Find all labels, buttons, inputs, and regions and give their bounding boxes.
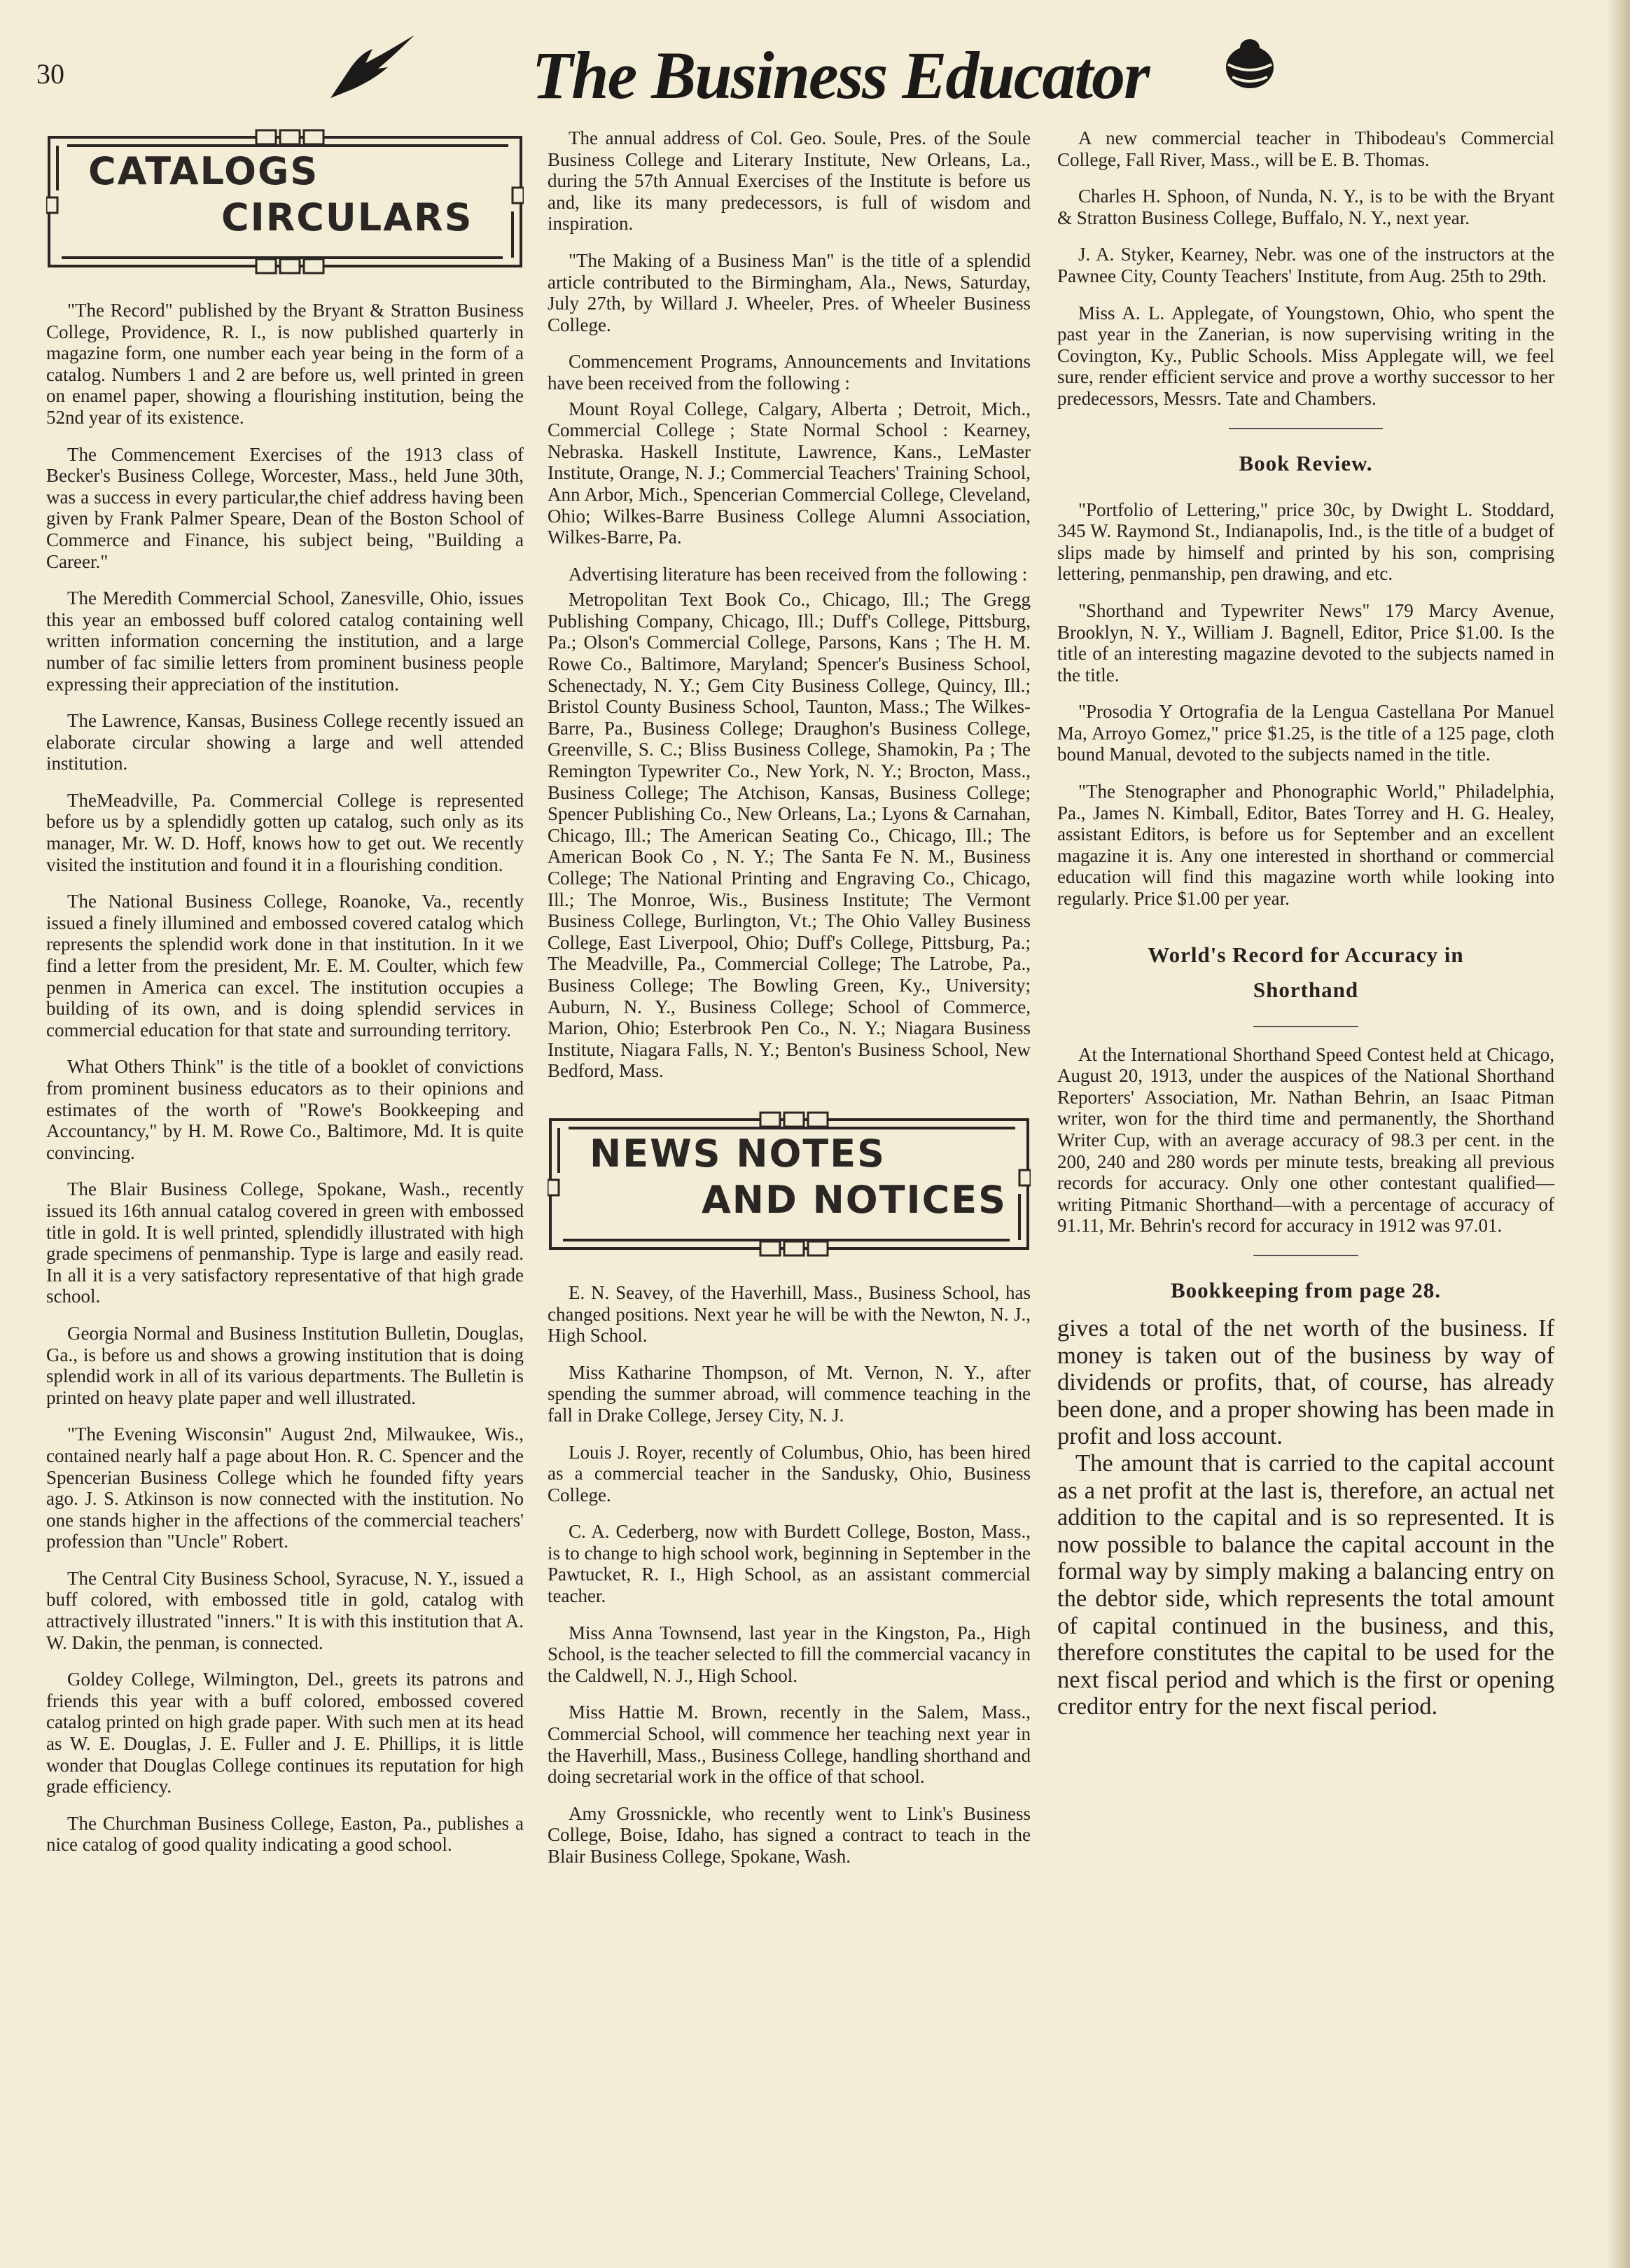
paragraph: "The Record" published by the Bryant & Stratton Business College, Providence, R. I., is now published quarterly in magazine form, one number each year being in the form of a catalog. Numbers 1 and 2 are before us, well printed in green on enamel paper, showing a flourishing institution, being the 52nd year of its existence. [46, 300, 524, 428]
world-record-title [1057, 938, 1554, 1008]
review-item: "Shorthand and Typewriter News" 179 Marcy Avenue, Brooklyn, N. Y., William J. Bagnell, Editor, Price $1.00. Is the title of an interesting magazine devoted to the subjects named in the title. [1057, 599, 1554, 686]
paragraph: What Others Think" is the title of a booklet of convictions from prominent business educators as to their opinions and estimates of the worth of "Rowe's Bookkeeping and Accountancy," by H. M. Rowe Co., Baltimore, Md. It is quite convincing. [46, 1056, 524, 1163]
news-item: Miss Hattie M. Brown, recently in the Salem, Mass., Commercial School, will commence her teaching next year in the Haverhill, Mass., Business College, handling shorthand and doing secretarial work in the office of that school. [548, 1702, 1031, 1788]
record-paragraph: At the International Shorthand Speed Contest held at Chicago, August 20, 1913, under the auspices of the National Shorthand Reporters' Association, Mr. Nathan Behrin, an Isaac Pitman writer, won for the third time and permanently, the Shorthand Writer Cup, with an average accuracy of 98.3 per cent. in the 200, 240 and 280 words per minute tests, breaking all previous records for accuracy. Only one other contestant qualified—writing Pitmanic Shorthand—with a percentage of accuracy of 91.11, Mr. Behrin's record for accuracy in 1912 was 97.01. [1057, 1043, 1554, 1237]
heading-circulars: CIRCULARS [221, 195, 473, 239]
review-item: "Portfolio of Lettering," price 30c, by Dwight L. Stoddard, 345 W. Raymond St., Indianapolis, Ind., is the title of a budget of slips made by himself and printed by his son, comprising lettering, penmanship, pen drawing, and etc. [1057, 499, 1554, 585]
paragraph: Advertising literature has been received from the following : [569, 563, 1028, 585]
news-item: Amy Grossnickle, who recently went to Link's Business College, Boise, Idaho, has signed a contract to teach in the Blair Business College, Spokane, Wash. [548, 1802, 1031, 1867]
section-divider [1229, 428, 1383, 429]
section-divider [1253, 1255, 1358, 1256]
catalogs-circulars-heading [46, 127, 524, 276]
paragraph: Commencement Programs, Announcements and Invitations have been received from the following : [548, 351, 1031, 394]
world-record-title-line1: World's Record for Accuracy in [1148, 942, 1464, 967]
column-middle [548, 127, 1031, 1883]
heading-news-notes: NEWS NOTES [590, 1131, 886, 1176]
news-notes-heading [548, 1110, 1031, 1258]
review-item: "Prosodia Y Ortografia de la Lengua Castellana Por Manuel Ma, Arroyo Gomez," price $1.25, is the title of a 125 page, cloth bound Manual, devoted to the subjects named in the title. [1057, 701, 1554, 765]
news-item: Miss A. L. Applegate, of Youngstown, Ohio, who spent the past year in the Zanerian, is now supervising writing in the Covington, Ky., Public Schools. Miss Applegate will, we feel sure, render efficient service and prove a worthy successor to her predecessors, Messrs. Tate and Chambers. [1057, 302, 1554, 409]
section-divider [1253, 1026, 1358, 1027]
news-item: C. A. Cederberg, now with Burdett College, Boston, Mass., is to change to high school work, beginning in September in the Pawtucket, R. I., High School, as an assistant commercial teacher. [548, 1521, 1031, 1607]
page-edge-shadow [1606, 0, 1630, 2268]
news-item: Charles H. Sphoon, of Nunda, N. Y., is to be with the Bryant & Stratton Business College, Buffalo, N. Y., next year. [1057, 186, 1554, 228]
news-item: Miss Katharine Thompson, of Mt. Vernon, N. Y., after spending the summer abroad, will commence teaching in the fall in Drake College, Jersey City, N. J. [548, 1361, 1031, 1426]
column-right [1057, 127, 1554, 1720]
paragraph: Georgia Normal and Business Institution Bulletin, Douglas, Ga., is before us and shows a growing institution that is doing splendid work in all of its various departments. The Bulletin is printed on heavy plate paper and well illustrated. [46, 1322, 524, 1408]
paragraph: The Meredith Commercial School, Zanesville, Ohio, issues this year an embossed buff colored catalog containing well written information concerning the institution, and a large number of fac similie letters from prominent business people expressing their appreciation of the institution. [46, 587, 524, 695]
paragraph: Goldey College, Wilmington, Del., greets its patrons and friends this year with a buff colored, embossed covered catalog printed on high grade paper. With such men at its head as W. E. Douglas, J. E. Fuller and J. E. Phillips, it is little wonder that Douglas College continues its reputation for high grade efficiency. [46, 1669, 524, 1797]
paragraph: The Central City Business School, Syracuse, N. Y., issued a buff colored, with embossed title in gold, catalog with attractively illustrated "inners." It is with this institution that A. W. Dakin, the penman, is connected. [46, 1567, 524, 1653]
news-item: A new commercial teacher in Thibodeau's Commercial College, Fall River, Mass., will be E. B. Thomas. [1057, 127, 1554, 170]
paragraph: Mount Royal College, Calgary, Alberta ; Detroit, Mich., Commercial College ; State Normal School : Kearney, Nebraska. Haskell Institute, Lawrence, Kans., LeMaster Institute, Orange, N. J.; Commercial Teachers' Training School, Ann Arbor, Mich., Spencerian Commercial College, Cleveland, Ohio; Wilkes-Barre Business College Alumni Association, Wilkes-Barre, Pa. [548, 398, 1031, 548]
paragraph: The annual address of Col. Geo. Soule, Pres. of the Soule Business College and Literary Institute, New Orleans, La., during the 57th Annual Exercises of the Institute is before us and, like its many predecessors, is full of wisdom and inspiration. [548, 127, 1031, 235]
bookkeeping-title: Bookkeeping from page 28. [1170, 1277, 1442, 1302]
paragraph: Metropolitan Text Book Co., Chicago, Ill.; The Gregg Publishing Company, Chicago, Ill.; Duff's College, Pittsburg, Pa.; Olson's Commercial College, Parsons, Kans ; The H. M. Rowe Co., Baltimore, Maryland; Spencer's Business School, Schenectady, N. Y.; Gem City Business College, Quincy, Ill.; Bristol County Business School, Taunton, Mass.; The Wilkes-Barre, Pa., Business College; Draughon's Business College, Greenville, S. C.; Bliss Business College, Shamokin, Pa ; The Remington Typewriter Co., New York, N. Y.; Brocton, Mass., Business College; The Atchison, Kansas, Business College; Spencer Publishing Co., New Orleans, La.; Lyons & Carnahan, Chicago, Ill.; The American Seating Co., Chicago, Ill.; The American Book Co , N. Y.; The Santa Fe N. M., Business College; The National Printing and Engraving Co., Chicago, Ill.; The Monroe, Wis., Business Institute; The Vermont Business College, Burlington, Vt.; The Ohio Valley Business College, East Liverpool, Ohio; Duff's College, Pittsburg, Pa.; The Meadville, Pa., Commercial College; The Latrobe, Pa., Business College; The Bowling Green, Ky., University; Auburn, N. Y., Business College; School of Commerce, Marion, Ohio; Esterbrook Pen Co., N. Y.; Niagara Business Institute, Niagara Falls, N. Y.; Benton's Business School, New Bedford, Mass. [548, 589, 1031, 1082]
paragraph: "The Evening Wisconsin" August 2nd, Milwaukee, Wis., contained nearly half a page about Hon. R. C. Spencer and the Spencerian Business College which he founded fifty years ago. J. S. Atkinson is now connected with the institution. No one stands higher in the affections of the commercial teachers' profession than "Uncle" Robert. [46, 1424, 524, 1552]
news-item: J. A. Styker, Kearney, Nebr. was one of the instructors at the Pawnee City, County Teachers' Institute, from Aug. 25th to 29th. [1057, 244, 1554, 286]
bookkeeping-continuation [1057, 1315, 1554, 1720]
page-number: 30 [36, 58, 64, 90]
heading-and-notices: AND NOTICES [702, 1177, 1008, 1222]
quill-ornament-icon [323, 28, 422, 105]
column-catalogs [46, 127, 524, 1871]
paragraph: The Lawrence, Kansas, Business College recently issued an elaborate circular showing a large and well attended institution. [46, 710, 524, 774]
paragraph: The amount that is carried to the capital account as a net profit at the last is, therefore, an actual net addition to the capital and is so represented. It is now possible to balance the capital account in the formal way by simply making a balancing entry on the debtor side, which represents the total amount of capital continued in the business, and this, therefore constitutes the capital to be used for the next fiscal period and which is the first or opening creditor entry for the next fiscal period. [1057, 1449, 1554, 1720]
review-item: "The Stenographer and Phonographic World," Philadelphia, Pa., James N. Kimball, Editor, Bates Torrey and H. G. Healey, assistant Editors, is before us for September and an excellent magazine it is. Any one interested in shorthand or commercial education will find this magazine worth while looking into regularly. Price $1.00 per year. [1057, 781, 1554, 910]
heading-catalogs: CATALOGS [88, 149, 319, 193]
news-item: E. N. Seavey, of the Haverhill, Mass., Business School, has changed positions. Next year he will be with the Newton, N. J., High School. [548, 1281, 1031, 1347]
paragraph: "The Making of a Business Man" is the title of a splendid article contributed to the Birmingham, Ala., News, Saturday, July 27th, by Willard J. Wheeler, Pres. of Wheeler Business College. [548, 249, 1031, 335]
masthead-title: The Business Educator [531, 38, 1149, 113]
world-record-title-line2: Shorthand [1253, 977, 1359, 1002]
paragraph: The Churchman Business College, Easton, Pa., publishes a nice catalog of good quality indicating a good school. [46, 1812, 524, 1856]
book-review-title: Book Review. [1239, 450, 1373, 475]
paragraph: The Blair Business College, Spokane, Wash., recently issued its 16th annual catalog covered in green with embossed title in gold. It is well printed, splendidly illustrated with high grade specimens of penmanship. Type is large and easily read. In all it is a very satisfactory representative of that high grade school. [46, 1178, 524, 1307]
paragraph: The Commencement Exercises of the 1913 class of Becker's Business College, Worcester, Mass., held June 30th, was a success in every particular,the chief address having been given by Frank Palmer Speare, Dean of the Boston School of Commerce and Finance, his subject being, "Building a Career." [46, 443, 524, 572]
paragraph: gives a total of the net worth of the business. If money is taken out of the business by way of dividends or profits, that, of course, has already been done, and a proper showing has been made in profit and loss account. [1057, 1314, 1554, 1450]
paragraph: The National Business College, Roanoke, Va., recently issued a finely illumined and embossed covered catalog which represents the splendid work done in that institution. In it we find a letter from the president, Mr. E. M. Coulter, which few penmen in America can excel. The institution occupies a building of its own, and is doing splendid services in commercial education for that state and surrounding territory. [46, 891, 524, 1041]
eagle-emblem-icon [1218, 34, 1281, 97]
masthead [0, 21, 1630, 112]
news-item: Miss Anna Townsend, last year in the Kingston, Pa., High School, is the teacher selected to fill the commercial vacancy in the Caldwell, N. J., High School. [548, 1622, 1031, 1686]
news-item: Louis J. Royer, recently of Columbus, Ohio, has been hired as a commercial teacher in the Sandusky, Ohio, Business College. [548, 1441, 1031, 1505]
paragraph: TheMeadville, Pa. Commercial College is represented before us by a splendidly gotten up catalog, such only as its manager, Mr. W. D. Hoff, knows how to get out. We recently visited the institution and found it in a flourishing condition. [46, 789, 524, 875]
